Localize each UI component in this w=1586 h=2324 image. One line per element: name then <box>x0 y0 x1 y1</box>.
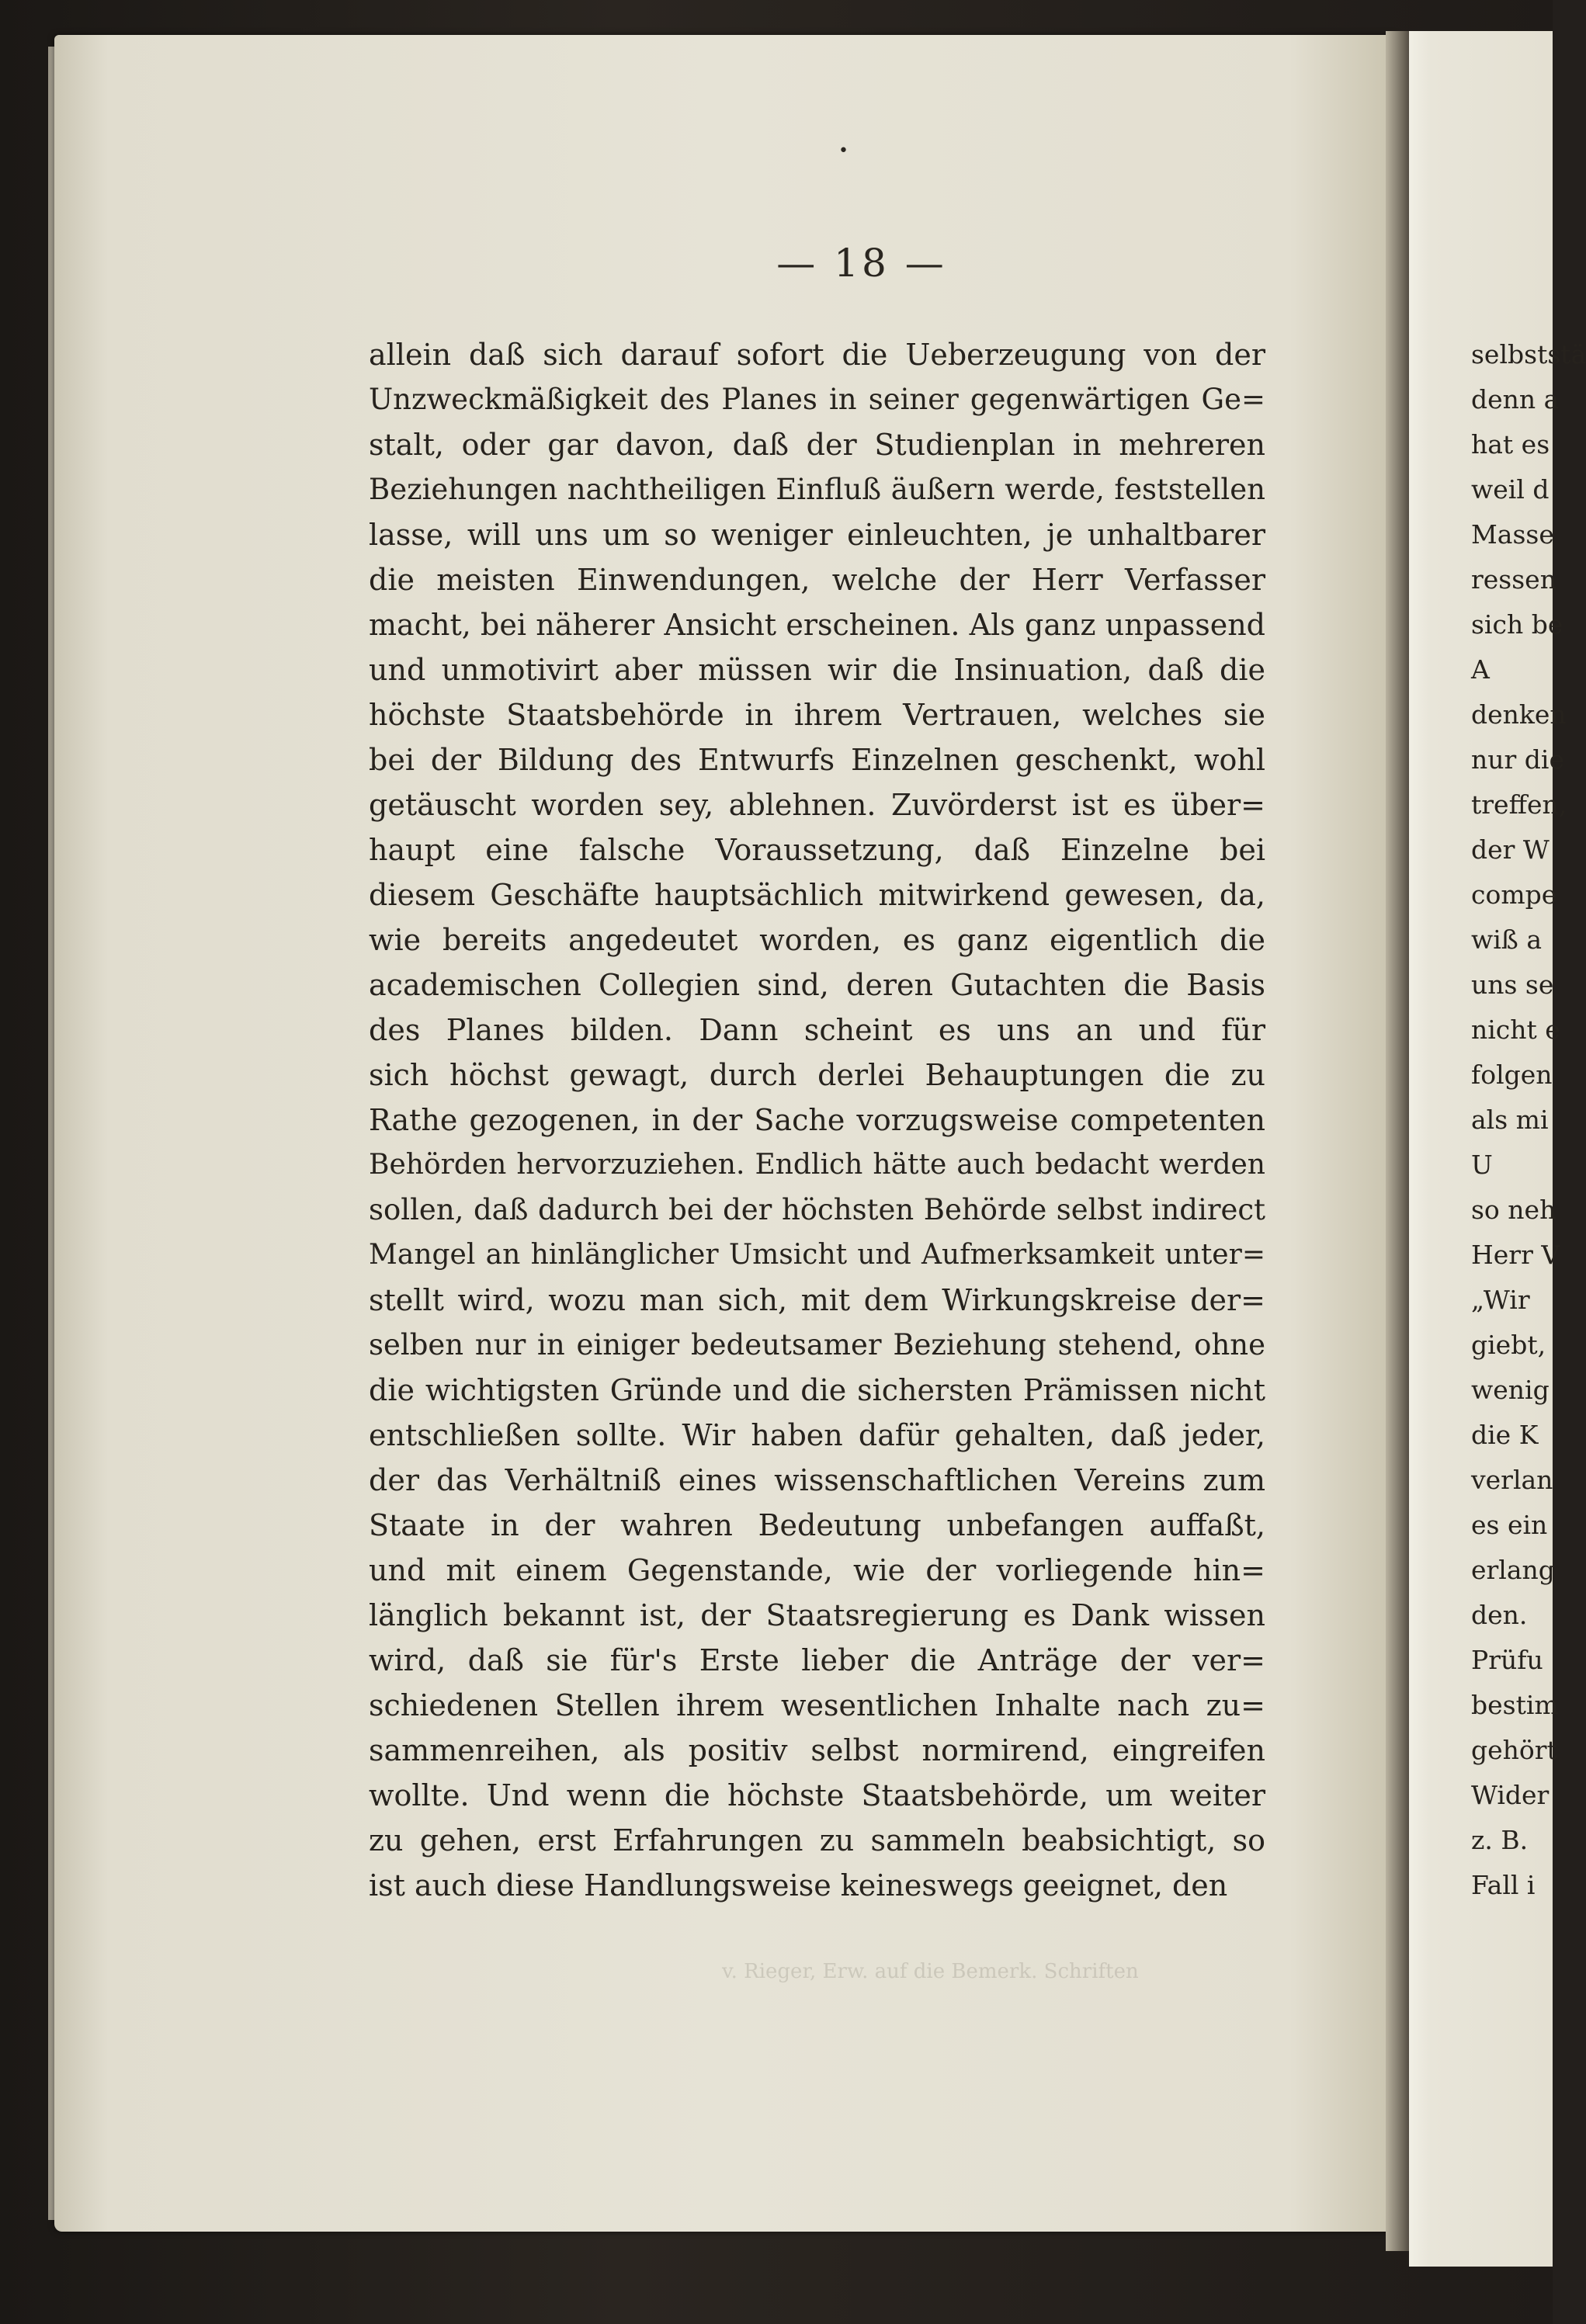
right-text-line: selbststä <box>1471 339 1586 369</box>
text-line: und unmotivirt aber müssen wir die Insinuation, daß die <box>369 653 1265 687</box>
text-line: ist auch diese Handlungsweise keineswegs geeignet, den <box>369 1868 1228 1903</box>
body-text <box>369 332 1265 1908</box>
right-text-line: denn a <box>1471 384 1560 415</box>
right-text-line: nicht e <box>1471 1015 1560 1045</box>
text-line: haupt eine falsche Voraussetzung, daß Einzelne bei <box>369 833 1265 867</box>
right-text-line: als mi <box>1471 1105 1549 1135</box>
right-text-line: Wider <box>1471 1780 1550 1810</box>
text-line: allein daß sich darauf sofort die Ueberzeugung von der <box>369 338 1265 372</box>
text-line: Unzweckmäßigkeit des Planes in seiner gegenwärtigen Ge= <box>369 383 1265 416</box>
right-text-line: Fall i <box>1471 1870 1536 1900</box>
text-line: länglich bekannt ist, der Staatsregierung es Dank wissen <box>369 1598 1265 1632</box>
ink-mark: • <box>838 141 849 161</box>
right-text-line: „Wir <box>1471 1285 1530 1315</box>
text-line: der das Verhältniß eines wissenschaftlichen Vereins zum <box>369 1463 1265 1497</box>
right-text-line: Prüfu <box>1471 1645 1543 1675</box>
text-line: bei der Bildung des Entwurfs Einzelnen geschenkt, wohl <box>369 743 1265 777</box>
right-text-line: wenig <box>1471 1375 1550 1405</box>
right-text-line: bestim <box>1471 1690 1559 1720</box>
text-line: Mangel an hinlänglicher Umsicht und Aufmerksamkeit unter= <box>369 1239 1265 1271</box>
text-line: getäuscht worden sey, ablehnen. Zuvörderst ist es über= <box>369 788 1265 822</box>
text-line: die meisten Einwendungen, welche der Herr Verfasser <box>369 563 1265 597</box>
right-text-line: die K <box>1471 1420 1539 1450</box>
right-text-line: gehört <box>1471 1735 1557 1765</box>
right-text-line: erlang <box>1471 1555 1555 1585</box>
right-page-text <box>1471 332 1586 1908</box>
text-line: wird, daß sie für's Erste lieber die Anträge der ver= <box>369 1643 1265 1677</box>
text-line: macht, bei näherer Ansicht erscheinen. Als ganz unpassend <box>369 608 1265 642</box>
text-line: academischen Collegien sind, deren Gutachten die Basis <box>369 968 1265 1002</box>
right-text-line: folgen <box>1471 1060 1553 1090</box>
right-text-line: U <box>1471 1150 1493 1180</box>
right-text-line: compe <box>1471 879 1557 910</box>
right-text-line: treffen, <box>1471 789 1567 820</box>
text-line: Staate in der wahren Bedeutung unbefangen auffaßt, <box>369 1508 1265 1542</box>
text-line: diesem Geschäfte hauptsächlich mitwirkend gewesen, da, <box>369 878 1265 912</box>
right-text-line: giebt, <box>1471 1330 1546 1360</box>
text-line: Beziehungen nachtheiligen Einfluß äußern werde, feststellen <box>369 473 1265 506</box>
text-line: zu gehen, erst Erfahrungen zu sammeln beabsichtigt, so <box>369 1823 1265 1857</box>
page-number: — 18 — <box>776 241 947 286</box>
text-line: selben nur in einiger bedeutsamer Beziehung stehend, ohne <box>369 1328 1265 1361</box>
text-line: stellt wird, wozu man sich, mit dem Wirkungskreise der= <box>369 1283 1265 1317</box>
text-line: Rathe gezogenen, in der Sache vorzugsweise competenten <box>369 1103 1265 1137</box>
bleed-through-text: v. Rieger, Erw. auf die Bemerk. Schriften <box>722 1960 1139 1983</box>
right-text-line: nur die <box>1471 744 1564 775</box>
right-text-line: der W <box>1471 834 1550 865</box>
text-line: entschließen sollte. Wir haben dafür gehalten, daß jeder, <box>369 1418 1265 1452</box>
text-line: die wichtigsten Gründe und die sichersten Prämissen nicht <box>369 1373 1265 1407</box>
right-text-line: denken <box>1471 699 1567 730</box>
right-text-line: verlan <box>1471 1465 1553 1495</box>
text-line: des Planes bilden. Dann scheint es uns an und für <box>369 1013 1265 1047</box>
text-line: sammenreihen, als positiv selbst normirend, eingreifen <box>369 1733 1265 1767</box>
right-text-line: hat es <box>1471 429 1550 460</box>
text-line: lasse, will uns um so weniger einleuchten, je unhaltbarer <box>369 518 1265 552</box>
text-line: schiedenen Stellen ihrem wesentlichen Inhalte nach zu= <box>369 1688 1265 1722</box>
right-text-line: den. <box>1471 1600 1528 1630</box>
right-text-line: Herr V <box>1471 1240 1560 1270</box>
right-text-line: es ein <box>1471 1510 1548 1540</box>
text-line: stalt, oder gar davon, daß der Studienplan in mehreren <box>369 428 1265 462</box>
text-line: wie bereits angedeutet worden, es ganz eigentlich die <box>369 923 1265 957</box>
text-line: wollte. Und wenn die höchste Staatsbehörde, um weiter <box>369 1778 1265 1812</box>
right-text-line: so neh <box>1471 1195 1557 1225</box>
right-text-line: ressen <box>1471 564 1557 595</box>
right-text-line: Masse <box>1471 519 1554 550</box>
text-line: und mit einem Gegenstande, wie der vorliegende hin= <box>369 1553 1265 1587</box>
right-text-line: A <box>1471 654 1490 685</box>
right-text-line: weil d <box>1471 474 1550 505</box>
right-text-line: sich be <box>1471 609 1563 640</box>
text-line: höchste Staatsbehörde in ihrem Vertrauen, welches sie <box>369 698 1265 732</box>
text-line: Behörden hervorzuziehen. Endlich hätte auch bedacht werden <box>369 1149 1265 1181</box>
right-text-line: uns se <box>1471 969 1554 1000</box>
right-text-line: z. B. <box>1471 1825 1529 1855</box>
text-line: sollen, daß dadurch bei der höchsten Behörde selbst indirect <box>369 1193 1265 1226</box>
right-text-line: wiß a <box>1471 924 1543 955</box>
text-line: sich höchst gewagt, durch derlei Behauptungen die zu <box>369 1058 1265 1092</box>
